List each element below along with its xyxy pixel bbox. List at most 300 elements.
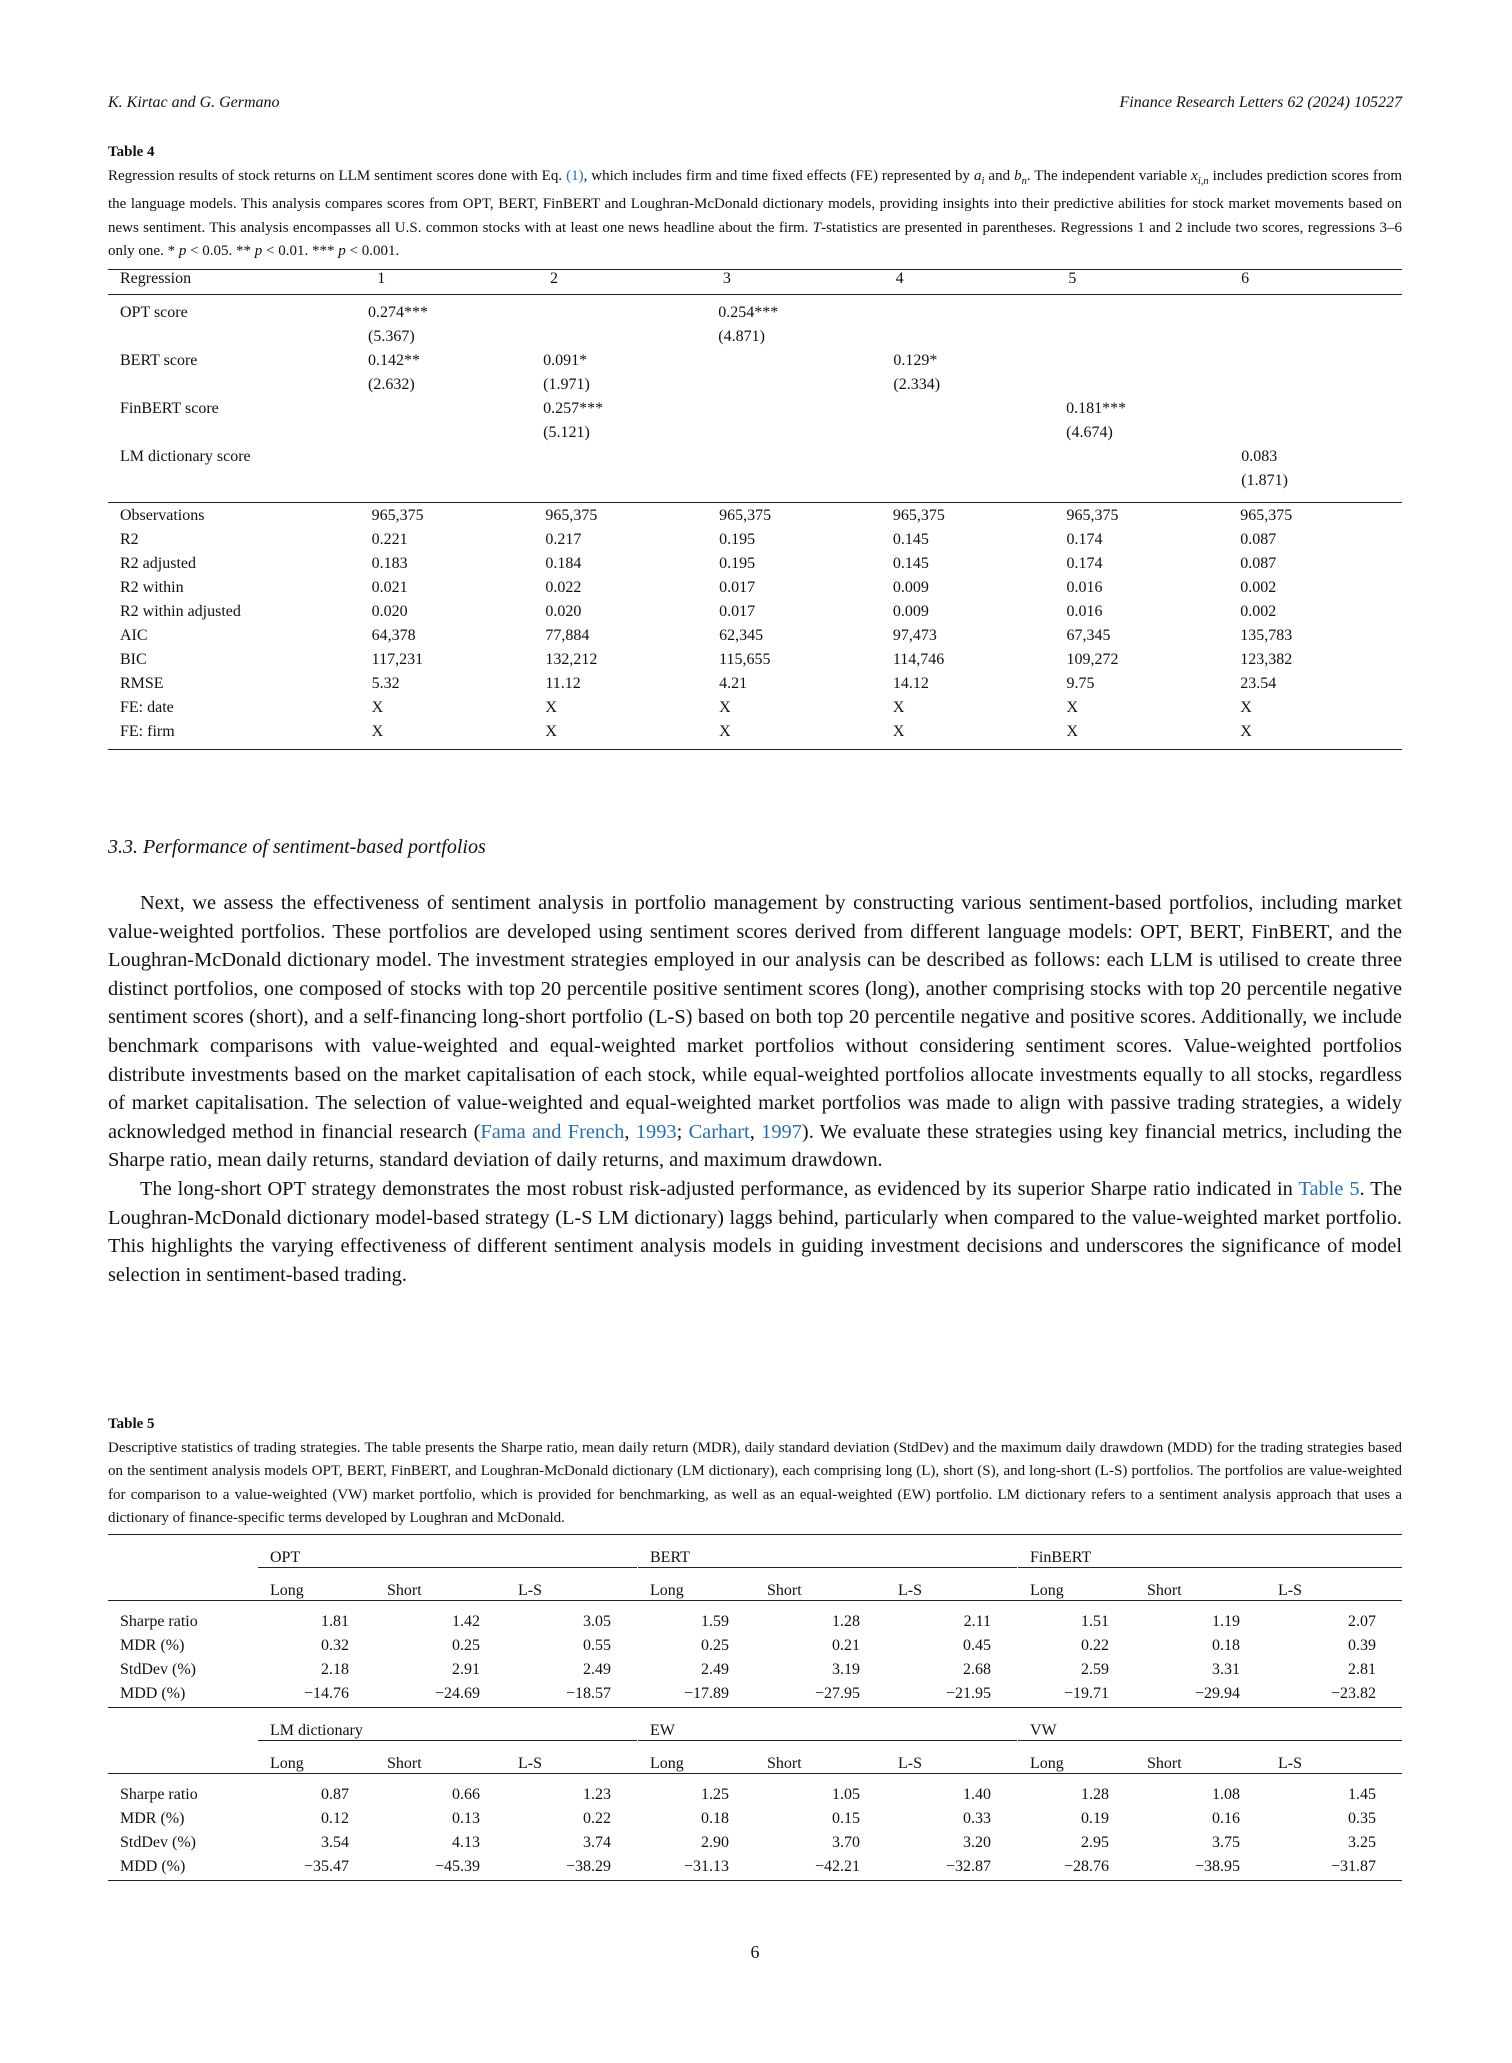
table-cell: 1.51: [1081, 1612, 1109, 1630]
symbol-x: x: [1191, 167, 1198, 184]
table-cell: 1.59: [701, 1612, 729, 1630]
spacer-cell: [108, 1740, 258, 1773]
table-cell: X: [892, 722, 905, 740]
table-cell: X: [719, 698, 731, 716]
table-cell: 2.81: [1348, 1660, 1376, 1678]
group-header: FinBERT: [1018, 1535, 1402, 1568]
table-cell: 1.08: [1212, 1785, 1240, 1803]
table-row: [108, 555, 1402, 579]
table-cell: X: [545, 698, 557, 716]
table-cell: 1.23: [583, 1785, 611, 1803]
column-header: Long: [638, 1567, 755, 1600]
table-link[interactable]: Table 5: [1298, 1177, 1360, 1200]
table-cell: 0.217: [545, 530, 582, 548]
table-cell: 965,375: [892, 506, 945, 524]
table-cell: 0.174: [1066, 554, 1103, 572]
table-cell: [881, 400, 1054, 424]
spacer-cell: [108, 1535, 258, 1568]
table-cell: 0.017: [719, 602, 756, 620]
table-cell: 2.95: [1081, 1833, 1109, 1851]
symbol-a-sub: i: [981, 175, 985, 187]
table-cell: 0.083: [1241, 447, 1278, 465]
table-cell: 2.11: [963, 1612, 991, 1630]
table-cell: (1.971): [543, 375, 590, 393]
table-cell: 0.184: [545, 554, 582, 572]
table-cell: [881, 448, 1054, 472]
table-cell: 965,375: [1240, 506, 1293, 524]
equation-link[interactable]: (1): [566, 167, 584, 184]
table-cell: 965,375: [371, 506, 424, 524]
table-cell: −17.89: [683, 1684, 729, 1702]
paragraph-text: ,: [749, 1120, 762, 1143]
table-row: [108, 675, 1402, 699]
table-cell: 965,375: [1066, 506, 1119, 524]
row-label: LM dictionary score: [120, 447, 251, 465]
table-cell: 965,375: [545, 506, 598, 524]
table-cell: 0.195: [719, 530, 756, 548]
table-cell: 132,212: [545, 650, 598, 668]
table-cell: [881, 328, 1054, 352]
table-row: [108, 507, 1402, 531]
column-header: Short: [375, 1740, 506, 1773]
table-cell: 0.221: [371, 530, 408, 548]
table-row: [108, 1828, 1402, 1852]
caption-text: includes prediction scores from the language models. This analysis compares scores from OPT, BERT, FinBERT and Loughran-McDonald dictionary models, providing insights into their predictive abilities for stock market movements based on news sentiment. This analysis encompasses all U.S. common stocks with at least one news headline about the firm.: [108, 167, 1402, 236]
caption-text: p: [178, 243, 187, 259]
table-cell: 0.183: [371, 554, 408, 572]
table-cell: [531, 304, 706, 328]
table-cell: 0.25: [701, 1636, 729, 1654]
section-heading: 3.3. Performance of sentiment-based portfolios: [108, 836, 486, 858]
row-label: R2 adjusted: [120, 554, 196, 572]
symbol-a: a: [974, 167, 982, 184]
table-cell: −42.21: [814, 1857, 860, 1875]
table-cell: 0.145: [892, 530, 929, 548]
table-cell: 0.25: [452, 1636, 480, 1654]
caption-text: < 0.001.: [345, 243, 400, 259]
table4-header-row: [108, 270, 1402, 294]
table-row: [108, 304, 1402, 328]
table-row: [108, 1852, 1402, 1876]
table-cell: 11.12: [545, 674, 581, 692]
table-cell: 0.18: [1212, 1636, 1240, 1654]
table4-scores: [108, 304, 1402, 496]
table-cell: 0.020: [371, 602, 408, 620]
row-label: BERT score: [120, 351, 198, 369]
table-cell: −31.13: [683, 1857, 729, 1875]
row-label: Observations: [120, 506, 205, 524]
row-label: FinBERT score: [120, 399, 219, 417]
table-cell: 0.002: [1240, 578, 1277, 596]
table-cell: 2.18: [321, 1660, 349, 1678]
column-header: Long: [638, 1740, 755, 1773]
table5-label: Table 5: [108, 1416, 155, 1432]
table-row: [108, 1600, 1402, 1631]
table-cell: 0.32: [321, 1636, 349, 1654]
table-cell: (4.871): [718, 327, 765, 345]
caption-text: < 0.01. ***: [262, 243, 339, 259]
table-cell: X: [1066, 722, 1079, 740]
column-header: L-S: [886, 1567, 1017, 1600]
table-cell: −28.76: [1063, 1857, 1109, 1875]
table-cell: 0.15: [832, 1809, 860, 1827]
column-header: Short: [755, 1567, 886, 1600]
table4-caption: [108, 141, 1402, 264]
column-header: Short: [375, 1567, 506, 1600]
column-header: 6: [1241, 269, 1250, 287]
table-cell: 2.68: [963, 1660, 991, 1678]
table-cell: 0.087: [1240, 554, 1277, 572]
table-cell: 3.74: [583, 1833, 611, 1851]
table-cell: −27.95: [814, 1684, 860, 1702]
table-cell: 114,746: [892, 650, 945, 668]
table-cell: 965,375: [719, 506, 772, 524]
table-cell: X: [719, 722, 731, 740]
table-row: [108, 579, 1402, 603]
table-cell: 0.091*: [543, 351, 588, 369]
table-cell: [1229, 424, 1402, 448]
table-cell: 67,345: [1066, 626, 1111, 644]
column-header: 2: [550, 269, 559, 287]
row-label: StdDev (%): [120, 1833, 196, 1851]
table-row: [108, 424, 1402, 448]
table-row: [108, 352, 1402, 376]
table-cell: −31.87: [1330, 1857, 1376, 1875]
table4-grid: [108, 270, 1402, 294]
table-cell: 2.49: [701, 1660, 729, 1678]
table-cell: 0.009: [892, 602, 929, 620]
table5: [108, 1413, 1402, 1881]
table-cell: (5.121): [543, 423, 590, 441]
caption-text: p: [254, 243, 263, 259]
table-row: [108, 376, 1402, 400]
table-cell: 115,655: [719, 650, 771, 668]
row-label: R2 within: [120, 578, 184, 596]
row-label: Sharpe ratio: [120, 1785, 198, 1803]
table-cell: 0.016: [1066, 578, 1103, 596]
row-label: [108, 424, 356, 448]
table-cell: 0.181***: [1066, 399, 1127, 417]
paragraph-text: ). We evaluate these strategies using key financial metrics, including the Sharpe ratio, mean daily returns, standard deviation of daily returns, and maximum drawdown.: [108, 1120, 1403, 1172]
table-cell: [356, 448, 531, 472]
citation-link[interactable]: 1997: [761, 1120, 802, 1143]
row-label: MDD (%): [120, 1684, 186, 1702]
citation-link[interactable]: Carhart: [688, 1120, 750, 1143]
table-cell: [881, 424, 1054, 448]
table-cell: [1229, 400, 1402, 424]
table-cell: 3.05: [583, 1612, 611, 1630]
table-cell: [1054, 304, 1229, 328]
table-cell: [881, 472, 1054, 496]
table-cell: −14.76: [303, 1684, 349, 1702]
table-cell: 0.22: [1081, 1636, 1109, 1654]
table-cell: 0.19: [1081, 1809, 1109, 1827]
table-cell: 1.45: [1348, 1785, 1376, 1803]
column-header: 1: [377, 269, 386, 287]
table-cell: 1.19: [1212, 1612, 1240, 1630]
table-cell: 0.35: [1348, 1809, 1376, 1827]
column-header: L-S: [506, 1567, 637, 1600]
table-cell: 0.16: [1212, 1809, 1240, 1827]
table-cell: [706, 352, 881, 376]
table-cell: 0.21: [832, 1636, 860, 1654]
table-cell: 64,378: [371, 626, 416, 644]
caption-text: T: [812, 219, 822, 236]
spacer-cell: [108, 1567, 258, 1600]
row-label: BIC: [120, 650, 147, 668]
table-cell: [881, 304, 1054, 328]
table-cell: −18.57: [565, 1684, 611, 1702]
table-cell: [356, 400, 531, 424]
spacer-cell: [108, 1708, 258, 1741]
table-cell: X: [1240, 698, 1252, 716]
table4: [108, 141, 1402, 750]
row-label: FE: date: [120, 698, 174, 716]
table-cell: 3.31: [1212, 1660, 1240, 1678]
table-cell: [1229, 304, 1402, 328]
row-label: R2: [120, 530, 139, 548]
column-header: 5: [1068, 269, 1077, 287]
caption-text: . The independent variable: [1026, 167, 1192, 184]
column-header: Long: [1018, 1567, 1135, 1600]
table-row: [108, 448, 1402, 472]
row-label: AIC: [120, 626, 148, 644]
table-cell: 0.13: [452, 1809, 480, 1827]
table-cell: [706, 376, 881, 400]
table-cell: 0.017: [719, 578, 756, 596]
paragraph-text: . The Loughran-McDonald dictionary model-based strategy (L-S LM dictionary) laggs behind, particularly when compared to the value-weighted market portfolio. This highlights the varying effectiveness of different sentiment analysis models in guiding investment decisions and underscores the significance of model selection in sentiment-based trading.: [108, 1177, 1402, 1286]
table-cell: 14.12: [892, 674, 929, 692]
table-cell: 2.59: [1081, 1660, 1109, 1678]
table-cell: 1.40: [963, 1785, 991, 1803]
group-header: EW: [638, 1708, 1017, 1741]
table-cell: 0.87: [321, 1785, 349, 1803]
symbol-x-sub: i,n: [1197, 175, 1209, 187]
row-label: RMSE: [120, 674, 164, 692]
table-cell: 3.25: [1348, 1833, 1376, 1851]
row-label: R2 within adjusted: [120, 602, 241, 620]
row-label: Sharpe ratio: [120, 1612, 198, 1630]
table-cell: −38.29: [565, 1857, 611, 1875]
symbol-b-sub: n: [1021, 175, 1027, 187]
table-row: [108, 328, 1402, 352]
table-cell: 0.020: [545, 602, 582, 620]
table-cell: 4.21: [719, 674, 748, 692]
table-cell: 0.145: [892, 554, 929, 572]
table-cell: 0.021: [371, 578, 408, 596]
column-header: 3: [722, 269, 731, 287]
table-cell: 2.91: [452, 1660, 480, 1678]
table-cell: [706, 424, 881, 448]
table-cell: X: [1240, 722, 1252, 740]
table5-block: [108, 1708, 1402, 1876]
table-cell: [706, 472, 881, 496]
group-header: LM dictionary: [258, 1708, 637, 1741]
table-cell: 123,382: [1240, 650, 1293, 668]
table-cell: 109,272: [1066, 650, 1119, 668]
row-label: FE: firm: [120, 722, 175, 740]
table-cell: 0.55: [583, 1636, 611, 1654]
column-header: L-S: [1266, 1567, 1402, 1600]
caption-text: < 0.05. **: [186, 243, 255, 259]
column-header: L-S: [1266, 1740, 1402, 1773]
group-header: OPT: [258, 1535, 637, 1568]
table-cell: [1229, 328, 1402, 352]
table-cell: [706, 448, 881, 472]
table-cell: 117,231: [371, 650, 424, 668]
table-cell: 0.257***: [543, 399, 604, 417]
paragraph-text: The long-short OPT strategy demonstrates the most robust risk-adjusted performance, as evidenced by its superior Sharpe ratio indicated in: [140, 1177, 1299, 1200]
column-header: Long: [258, 1740, 375, 1773]
table-row: [108, 1804, 1402, 1828]
table-cell: 77,884: [545, 626, 590, 644]
row-label: [108, 328, 356, 352]
table-cell: X: [1066, 698, 1079, 716]
table5-block: [108, 1535, 1402, 1703]
table-cell: 1.25: [701, 1785, 729, 1803]
table-cell: 2.07: [1348, 1612, 1376, 1630]
column-header: L-S: [886, 1740, 1017, 1773]
table-cell: 0.129*: [893, 351, 938, 369]
table-cell: [531, 328, 706, 352]
caption-text: Descriptive statistics of trading strategies. The table presents the Sharpe ratio, mean daily return (MDR), daily standard deviation (StdDev) and the maximum daily drawdown (MDD) for the trading strategies based on the sentiment analysis models OPT, BERT, FinBERT, and Loughran-McDonald dictionary (LM dictionary), each comprising long (L), short (S), and long-short (L-S) portfolios. The portfolios are value-weighted for comparison to a value-weighted (VW) market portfolio, which is provided for benchmarking, as well as an equal-weighted (EW) portfolio. LM dictionary refers to a sentiment analysis approach that uses a dictionary of finance-specific terms developed by Loughran and McDonald.: [108, 1439, 1402, 1526]
table5-group-row: [108, 1535, 1402, 1568]
paragraph-2: [108, 1175, 1402, 1289]
table-cell: X: [892, 698, 905, 716]
table-cell: 0.33: [963, 1809, 991, 1827]
paragraph-text: ;: [676, 1120, 689, 1143]
row-label: MDD (%): [120, 1857, 186, 1875]
table-row: [108, 603, 1402, 627]
table-cell: −29.94: [1194, 1684, 1240, 1702]
group-header: VW: [1018, 1708, 1402, 1741]
table-cell: [531, 472, 706, 496]
table-cell: 5.32: [371, 674, 400, 692]
row-label: OPT score: [120, 303, 188, 321]
table-cell: 0.18: [701, 1809, 729, 1827]
table5-subhead-row: [108, 1567, 1402, 1600]
table-cell: −24.69: [434, 1684, 480, 1702]
table-cell: −45.39: [434, 1857, 480, 1875]
paragraph-text: Next, we assess the effectiveness of sentiment analysis in portfolio management by constructing various sentiment-based portfolios, including market value-weighted portfolios. These portfolios are developed using sentiment scores derived from different language models: OPT, BERT, FinBERT, and the Loughran-McDonald dictionary model. The investment strategies employed in our analysis can be described as follows: each LLM is utilised to create three distinct portfolios, one composed of stocks with top 20 percentile positive sentiment scores (long), another comprising stocks with top 20 percentile negative sentiment scores (short), and a self-financing long-short portfolio (L-S) based on both top 20 percentile negative and positive scores. Additionally, we include benchmark comparisons with value-weighted and equal-weighted market portfolios without considering sentiment scores. Value-weighted portfolios distribute investments based on the market capitalisation of each stock, while equal-weighted portfolios allocate investments equally to all stocks, regardless of market capitalisation. The selection of value-weighted and equal-weighted market portfolios was made to align with passive trading strategies, a widely acknowledged method in financial research (: [108, 892, 1402, 1143]
table-cell: 9.75: [1066, 674, 1095, 692]
table-cell: 1.28: [832, 1612, 860, 1630]
table-cell: [1229, 376, 1402, 400]
table-row: [108, 400, 1402, 424]
symbol-b: b: [1014, 167, 1022, 184]
row-label: [108, 376, 356, 400]
column-header: 4: [895, 269, 904, 287]
row-label: MDR (%): [120, 1809, 185, 1827]
table-cell: −35.47: [303, 1857, 349, 1875]
paragraph-text: ,: [624, 1120, 636, 1143]
table-cell: X: [371, 722, 384, 740]
table-cell: 0.66: [452, 1785, 480, 1803]
column-header: L-S: [506, 1740, 637, 1773]
table-cell: 3.54: [321, 1833, 349, 1851]
table-cell: 0.39: [1348, 1636, 1376, 1654]
table-cell: 1.05: [832, 1785, 860, 1803]
table-cell: [1054, 472, 1229, 496]
table-cell: 0.12: [321, 1809, 349, 1827]
row-label: MDR (%): [120, 1636, 185, 1654]
table-row: [108, 1655, 1402, 1679]
table-row: [108, 627, 1402, 651]
table-row: [108, 1773, 1402, 1804]
table-cell: [356, 424, 531, 448]
section-body: [108, 889, 1402, 1289]
running-head-journal: Finance Research Letters 62 (2024) 105227: [1119, 94, 1402, 111]
caption-text: , which includes firm and time fixed effects (FE) represented by: [583, 167, 975, 184]
column-header: Regression: [120, 269, 192, 287]
table-cell: −21.95: [945, 1684, 991, 1702]
page-number: 6: [750, 1942, 760, 1962]
citation-link[interactable]: Fama and French: [480, 1120, 625, 1143]
table5-caption: [108, 1413, 1402, 1531]
table-cell: 0.274***: [368, 303, 429, 321]
caption-text: p: [338, 243, 346, 259]
table-cell: 0.174: [1066, 530, 1103, 548]
table-cell: 62,345: [719, 626, 764, 644]
table-cell: 0.45: [963, 1636, 991, 1654]
table-cell: 1.81: [321, 1612, 349, 1630]
table-row: [108, 1679, 1402, 1703]
table5-group-row: [108, 1708, 1402, 1741]
table-cell: 0.016: [1066, 602, 1103, 620]
column-header: Long: [1018, 1740, 1135, 1773]
table-cell: 1.42: [452, 1612, 480, 1630]
table-cell: (4.674): [1066, 423, 1113, 441]
running-head-authors: K. Kirtac and G. Germano: [108, 94, 280, 111]
table-row: [108, 651, 1402, 675]
table-cell: [1229, 352, 1402, 376]
table-cell: 2.90: [701, 1833, 729, 1851]
table-cell: [1054, 448, 1229, 472]
table-cell: (1.871): [1241, 471, 1288, 489]
table4-label: Table 4: [108, 144, 155, 160]
table-row: [108, 723, 1402, 747]
row-label: [108, 472, 356, 496]
table-cell: (2.632): [368, 375, 415, 393]
table-cell: 3.75: [1212, 1833, 1240, 1851]
caption-text: and: [984, 167, 1015, 184]
caption-text: Regression results of stock returns on LLM sentiment scores done with Eq.: [108, 167, 567, 184]
table-row: [108, 472, 1402, 496]
table-cell: −32.87: [945, 1857, 991, 1875]
table-cell: [706, 400, 881, 424]
column-header: Short: [1135, 1567, 1266, 1600]
table-cell: −23.82: [1330, 1684, 1376, 1702]
table-cell: 3.19: [832, 1660, 860, 1678]
table-cell: −38.95: [1194, 1857, 1240, 1875]
table-cell: [356, 472, 531, 496]
table5-subhead-row: [108, 1740, 1402, 1773]
table-cell: 0.22: [583, 1809, 611, 1827]
table-row: [108, 1631, 1402, 1655]
table-cell: 0.009: [892, 578, 929, 596]
table-cell: X: [545, 722, 557, 740]
caption-text: -statistics are presented in parentheses. Regressions 1 and 2 include two scores, regressions 3–6 only one. *: [108, 219, 1403, 259]
table-cell: 0.087: [1240, 530, 1277, 548]
table-cell: [531, 448, 706, 472]
table-rule: [108, 1880, 1402, 1881]
table-cell: (5.367): [368, 327, 415, 345]
table-cell: 0.022: [545, 578, 582, 596]
table-cell: 2.49: [583, 1660, 611, 1678]
paragraph-1: [108, 889, 1402, 1175]
table-cell: 3.20: [963, 1833, 991, 1851]
citation-link[interactable]: 1993: [635, 1120, 677, 1143]
